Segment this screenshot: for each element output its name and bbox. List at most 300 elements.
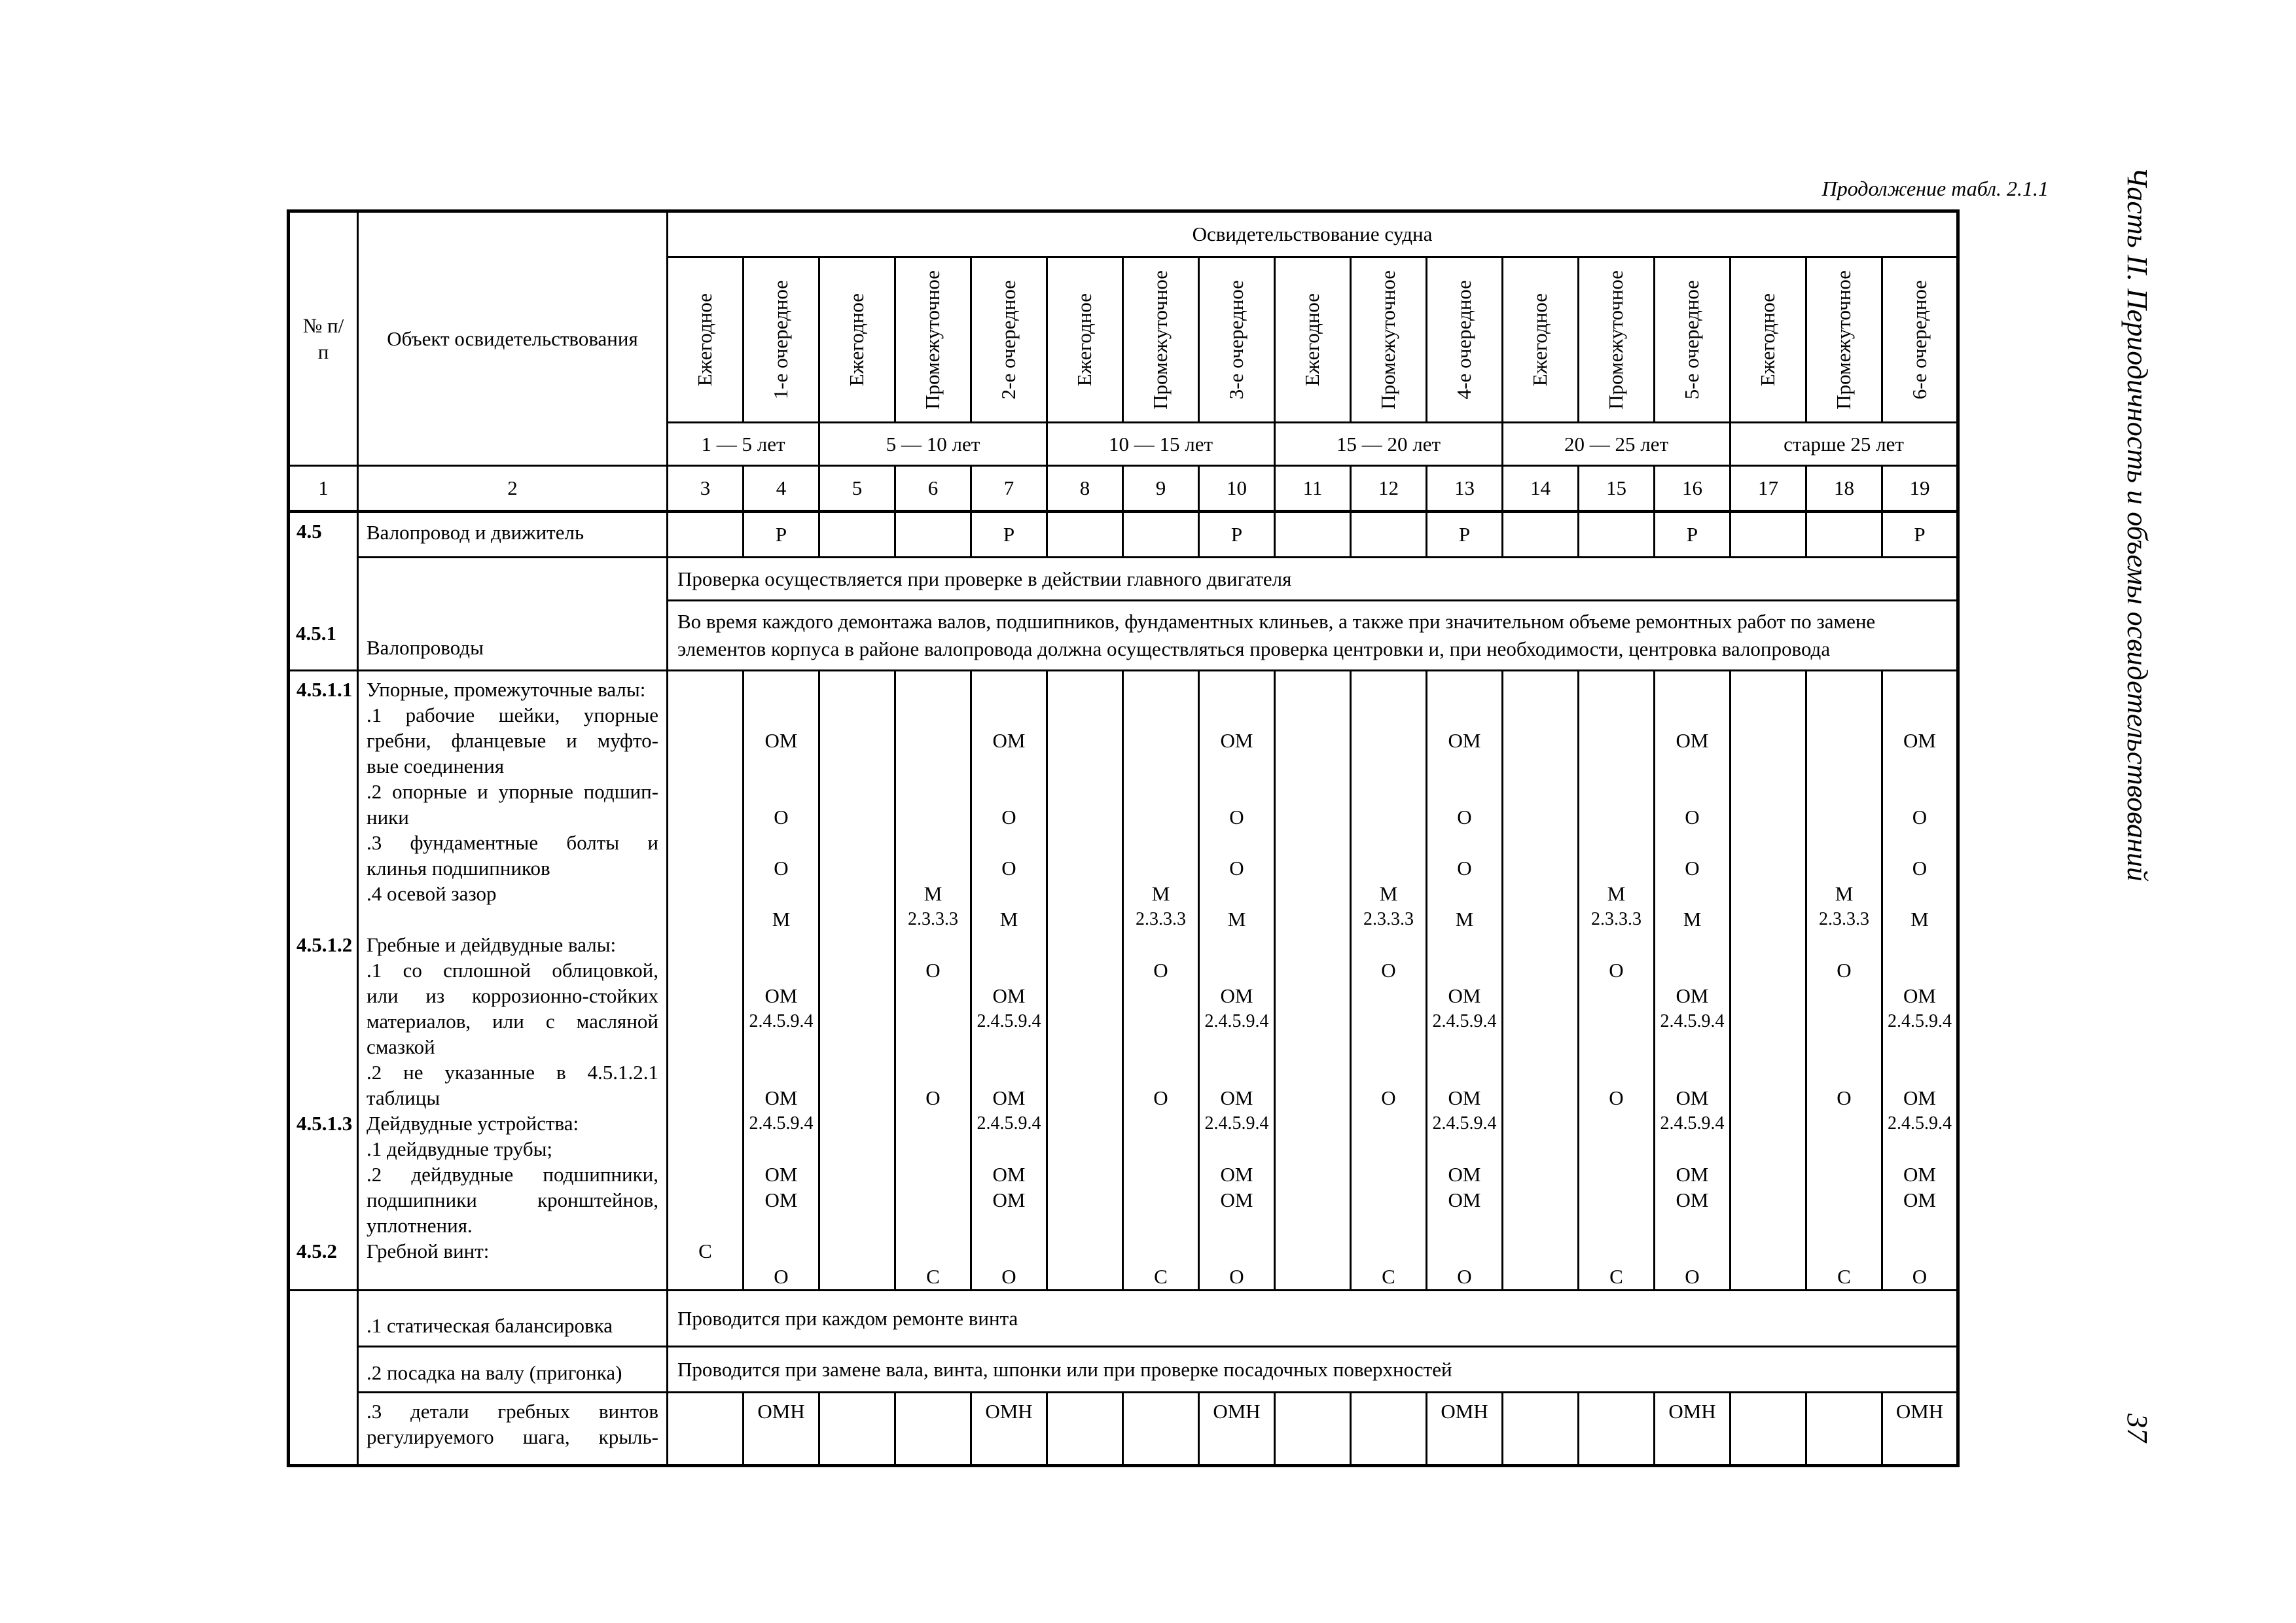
spacer	[1124, 1111, 1198, 1264]
table-row	[289, 1393, 1958, 1466]
object-line: .3 фундаментные болты и	[367, 831, 658, 854]
mark-cell	[1123, 1393, 1199, 1466]
spacer	[1427, 830, 1501, 855]
survey-type-label: Ежегодное	[845, 293, 869, 387]
mark: ОМ	[764, 1163, 798, 1186]
sub-item-label: .2 посадка на валу (пригонка)	[358, 1347, 668, 1393]
mark: ОМ	[1676, 1188, 1709, 1211]
survey-type-cell	[1806, 257, 1882, 423]
side-running-title: Часть II. Периодичность и объемы освидетельствований	[2121, 167, 2153, 882]
mark: ОМ	[1676, 984, 1709, 1007]
col-number: 13	[1427, 466, 1503, 512]
col-number: 14	[1503, 466, 1579, 512]
item-number: 4.5.1.1	[296, 678, 353, 701]
mark: С	[926, 1265, 940, 1288]
spacer	[972, 1034, 1046, 1085]
column-number-row	[289, 466, 1958, 512]
survey-type-label: Ежегодное	[1528, 293, 1552, 387]
body-col-17	[1731, 671, 1806, 1291]
subsection-number: 4.5.1	[296, 622, 336, 645]
spacer	[1883, 830, 1956, 855]
mark: О	[925, 959, 941, 982]
spacer	[296, 779, 357, 804]
survey-type-cell	[1579, 257, 1655, 423]
col-number: 2	[358, 466, 668, 512]
mark: ОМ	[1676, 1086, 1709, 1109]
reference: 2.4.5.9.4	[749, 1113, 814, 1133]
col-number: 15	[1579, 466, 1655, 512]
mark: ОМ	[1903, 1163, 1936, 1186]
col-number: 7	[971, 466, 1047, 512]
spacer	[1427, 881, 1501, 906]
mark-cell: ОМН	[1655, 1393, 1731, 1466]
mark-cell: Р	[971, 512, 1047, 558]
body-col-14	[1503, 671, 1579, 1291]
mark-cell	[1731, 1393, 1806, 1466]
mark: О	[1837, 959, 1852, 982]
object-line: .2 опорные и упорные подшип-	[367, 780, 658, 803]
survey-type-label: Промежуточное	[1832, 270, 1856, 410]
table-row	[289, 512, 1958, 558]
mark: О	[1912, 806, 1928, 829]
note-line: Во время каждого демонтажа валов, подшипников, фундаментных клиньев, а также при значительном объеме ремонтных работ по замене	[677, 610, 1876, 633]
mark: О	[774, 857, 789, 880]
mark-cell	[1806, 512, 1882, 558]
reference: 2.3.3.3	[1591, 909, 1641, 929]
reference: 2.4.5.9.4	[1660, 1113, 1725, 1133]
mark: ОМ	[992, 984, 1026, 1007]
spacer	[1807, 932, 1881, 957]
item-number: 4.5.1.3	[296, 1112, 353, 1135]
mark: ОМ	[1448, 1188, 1481, 1211]
mark-cell	[1579, 512, 1655, 558]
survey-type-label: Промежуточное	[921, 270, 944, 410]
object-line: Упорные, промежуточные валы:	[367, 678, 646, 701]
spacer	[296, 753, 357, 779]
object-line: или из коррозионно-стойких	[367, 984, 658, 1007]
col-number: 11	[1275, 466, 1351, 512]
survey-type-cell	[971, 257, 1047, 423]
object-line: .4 осевой зазор	[367, 882, 497, 905]
mark-cell	[819, 1393, 895, 1466]
spacer	[1883, 677, 1956, 728]
spacer	[668, 677, 742, 1238]
object-line: подшипники кронштейнов,	[367, 1188, 658, 1211]
col-number: 5	[819, 466, 895, 512]
spacer	[1883, 932, 1956, 983]
spacer	[296, 702, 357, 728]
body-col-15	[1579, 671, 1655, 1291]
object-line: .1 рабочие шейки, упорные	[367, 704, 658, 726]
spacer	[1883, 1136, 1956, 1162]
object-line: таблицы	[367, 1086, 440, 1109]
mark: О	[1457, 806, 1472, 829]
spacer	[1352, 1111, 1426, 1264]
spacer	[1427, 932, 1501, 983]
spacer	[296, 1136, 357, 1162]
mark: М	[772, 908, 791, 931]
spacer	[296, 830, 357, 855]
spacer	[1200, 677, 1274, 728]
mark-cell	[1275, 512, 1351, 558]
mark: О	[1001, 857, 1016, 880]
table-row	[289, 671, 1958, 1291]
spacer	[1579, 1111, 1653, 1264]
period-cell: 10 — 15 лет	[1047, 423, 1275, 466]
spacer	[1579, 932, 1653, 957]
spacer	[1200, 932, 1274, 983]
body-col-5	[819, 671, 895, 1291]
survey-type-cell	[1275, 257, 1351, 423]
mark-cell: ОМН	[1427, 1393, 1503, 1466]
mark-cell	[1123, 512, 1199, 558]
spacer	[896, 1111, 970, 1264]
mark-cell	[1351, 512, 1427, 558]
body-numbers	[289, 671, 358, 1291]
spacer	[744, 881, 818, 906]
mark: ОМ	[1220, 1163, 1253, 1186]
spacer	[296, 1187, 357, 1213]
mark: О	[1229, 857, 1244, 880]
mark: О	[1001, 1265, 1016, 1288]
spacer	[896, 983, 970, 1085]
table-caption: Продолжение табл. 2.1.1	[1821, 177, 2049, 200]
spacer	[1200, 753, 1274, 804]
mark: С	[1837, 1265, 1851, 1288]
mark: О	[1912, 1265, 1928, 1288]
survey-type-cell	[1427, 257, 1503, 423]
sub-item-label	[358, 1393, 668, 1466]
reference: 2.4.5.9.4	[1204, 1113, 1269, 1133]
period-cell: старше 25 лет	[1731, 423, 1958, 466]
mark: ОМ	[1448, 729, 1481, 752]
col-number: 19	[1882, 466, 1958, 512]
object-line: ники	[367, 806, 409, 829]
header-no: № п/п	[289, 211, 358, 466]
survey-type-label: Ежегодное	[1300, 293, 1324, 387]
spacer	[1200, 1136, 1274, 1162]
reference: 2.3.3.3	[1363, 909, 1414, 929]
note-cell: Проводится при замене вала, винта, шпонки или при проверке посадочных поверхностей	[668, 1347, 1958, 1393]
object-line: гребни, фланцевые и муфто-	[367, 729, 658, 752]
spacer	[296, 957, 357, 983]
section-number: 4.5	[289, 512, 358, 671]
reference: 2.4.5.9.4	[1432, 1113, 1497, 1133]
mark: О	[1837, 1086, 1852, 1109]
object-line: регулируемого шага, крыль-	[367, 1425, 658, 1448]
mark-cell: ОМН	[744, 1393, 819, 1466]
spacer	[1352, 677, 1426, 881]
col-number: 17	[1731, 466, 1806, 512]
spacer	[1200, 1213, 1274, 1264]
spacer	[744, 1213, 818, 1264]
mark: ОМ	[1220, 1086, 1253, 1109]
spacer	[744, 1034, 818, 1085]
survey-type-cell	[1503, 257, 1579, 423]
survey-type-label: 3-е очередное	[1225, 279, 1248, 400]
survey-type-label: Ежегодное	[693, 293, 717, 387]
mark-cell	[1579, 1393, 1655, 1466]
mark: М	[1151, 882, 1170, 905]
mark: О	[774, 806, 789, 829]
mark-cell	[1351, 1393, 1427, 1466]
survey-type-label: 5-е очередное	[1680, 279, 1704, 400]
mark: ОМ	[992, 1163, 1026, 1186]
spacer	[972, 677, 1046, 728]
spacer	[744, 677, 818, 728]
spacer	[1655, 1136, 1729, 1162]
body-col-7	[971, 671, 1047, 1291]
spacer	[1427, 1213, 1501, 1264]
mark: ОМ	[992, 1086, 1026, 1109]
spacer	[972, 1213, 1046, 1264]
spacer	[1883, 1213, 1956, 1264]
mark-cell	[668, 1393, 744, 1466]
mark: О	[1912, 857, 1928, 880]
spacer	[296, 855, 357, 881]
mark: О	[1685, 857, 1700, 880]
mark: М	[1455, 908, 1474, 931]
body-col-12	[1351, 671, 1427, 1291]
spacer	[1124, 932, 1198, 957]
period-cell: 5 — 10 лет	[819, 423, 1047, 466]
mark-cell	[668, 512, 744, 558]
mark-cell	[1047, 512, 1123, 558]
spacer	[1427, 677, 1501, 728]
mark: О	[1685, 806, 1700, 829]
mark: ОМ	[992, 1188, 1026, 1211]
mark: С	[698, 1240, 712, 1262]
spacer	[1655, 753, 1729, 804]
object-line: уплотнения.	[367, 1214, 473, 1237]
spacer	[972, 1136, 1046, 1162]
spacer	[972, 830, 1046, 855]
spacer	[296, 881, 357, 906]
mark: ОМ	[1903, 1086, 1936, 1109]
mark: ОМ	[1903, 984, 1936, 1007]
note-line: элементов корпуса в районе валопровода должна осуществляться проверка центровки и, при необходимости, центровка валопровода	[677, 637, 1831, 660]
mark-cell	[1503, 512, 1579, 558]
spacer	[1200, 1034, 1274, 1085]
spacer	[296, 804, 357, 830]
table-row	[289, 1347, 1958, 1393]
spacer	[1427, 1136, 1501, 1162]
object-line: .3 детали гребных винтов	[367, 1400, 658, 1423]
period-cell: 15 — 20 лет	[1275, 423, 1503, 466]
mark: С	[1382, 1265, 1395, 1288]
mark: О	[1153, 959, 1168, 982]
spacer	[1655, 677, 1729, 728]
object-line: вые соединения	[367, 755, 505, 777]
mark: М	[999, 908, 1018, 931]
mark-cell	[895, 1393, 971, 1466]
mark: ОМ	[1448, 984, 1481, 1007]
reference: 2.4.5.9.4	[1888, 1011, 1952, 1031]
mark-cell	[1806, 1393, 1882, 1466]
table-row	[289, 1291, 1958, 1347]
survey-type-cell	[819, 257, 895, 423]
reference: 2.4.5.9.4	[977, 1011, 1041, 1031]
mark: М	[1910, 908, 1929, 931]
mark: О	[1457, 1265, 1472, 1288]
mark: ОМ	[764, 729, 798, 752]
col-number: 3	[668, 466, 744, 512]
body-col-18	[1806, 671, 1882, 1291]
survey-type-cell	[1655, 257, 1731, 423]
subsection-label: Валопроводы	[358, 558, 668, 671]
body-col-8	[1047, 671, 1123, 1291]
spacer	[744, 932, 818, 983]
sub-item-label: .1 статическая балансировка	[358, 1291, 668, 1347]
survey-type-cell	[1199, 257, 1275, 423]
mark-cell	[1731, 512, 1806, 558]
mark: ОМ	[1448, 1163, 1481, 1186]
survey-type-label: Промежуточное	[1149, 270, 1172, 410]
mark-cell	[1503, 1393, 1579, 1466]
object-line: .1 со сплошной облицовкой,	[367, 959, 658, 982]
mark: ОМ	[1903, 1188, 1936, 1211]
spacer	[1427, 1034, 1501, 1085]
mark: ОМ	[764, 1086, 798, 1109]
object-line: .2 дейдвудные подшипники,	[367, 1163, 658, 1186]
col-number: 10	[1199, 466, 1275, 512]
col-number: 1	[289, 466, 358, 512]
spacer	[744, 1136, 818, 1162]
mark: О	[1457, 857, 1472, 880]
mark: О	[774, 1265, 789, 1288]
col-number: 6	[895, 466, 971, 512]
spacer	[1427, 753, 1501, 804]
mark: М	[1607, 882, 1626, 905]
spacer	[744, 753, 818, 804]
mark-cell	[1047, 1393, 1123, 1466]
spacer	[1579, 983, 1653, 1085]
body-col-11	[1275, 671, 1351, 1291]
col-number: 4	[744, 466, 819, 512]
survey-type-label: 2-е очередное	[997, 279, 1020, 400]
col-number: 18	[1806, 466, 1882, 512]
spacer	[296, 983, 357, 1008]
spacer	[1579, 677, 1653, 881]
mark-cell: ОМН	[1882, 1393, 1958, 1466]
survey-type-cell	[1882, 257, 1958, 423]
spacer	[296, 1162, 357, 1187]
body-col-6	[895, 671, 971, 1291]
spacer	[296, 1213, 357, 1238]
spacer	[972, 932, 1046, 983]
spacer	[744, 830, 818, 855]
spacer	[296, 1060, 357, 1085]
col-number: 12	[1351, 466, 1427, 512]
survey-type-cell	[744, 257, 819, 423]
spacer	[1352, 983, 1426, 1085]
reference: 2.4.5.9.4	[1432, 1011, 1497, 1031]
spacer	[1807, 677, 1881, 881]
object-line	[367, 906, 658, 932]
spacer	[1655, 932, 1729, 983]
survey-type-label: Ежегодное	[1073, 293, 1096, 387]
col-number: 16	[1655, 466, 1731, 512]
mark: М	[924, 882, 942, 905]
mark: О	[925, 1086, 941, 1109]
body-col-16	[1655, 671, 1731, 1291]
mark-cell: Р	[1882, 512, 1958, 558]
spacer	[896, 677, 970, 881]
mark: М	[1835, 882, 1854, 905]
spacer	[296, 1085, 357, 1111]
object-line: материалов, или с масляной	[367, 1010, 658, 1033]
mark: ОМ	[1220, 729, 1253, 752]
spacer	[1124, 983, 1198, 1085]
reference: 2.4.5.9.4	[977, 1113, 1041, 1133]
note-cell	[668, 601, 1958, 671]
survey-type-label: Ежегодное	[1756, 293, 1780, 387]
mark: ОМ	[764, 1188, 798, 1211]
spacer	[1352, 932, 1426, 957]
object-line: смазкой	[367, 1035, 435, 1058]
mark: О	[1609, 1086, 1624, 1109]
spacer	[296, 1034, 357, 1060]
col-number: 8	[1047, 466, 1123, 512]
mark: О	[1153, 1086, 1168, 1109]
period-cell: 20 — 25 лет	[1503, 423, 1731, 466]
mark: ОМ	[1220, 984, 1253, 1007]
mark: М	[1683, 908, 1702, 931]
mark: ОМ	[992, 729, 1026, 752]
mark: ОМ	[1676, 1163, 1709, 1186]
mark-cell	[1275, 1393, 1351, 1466]
survey-type-cell	[1351, 257, 1427, 423]
mark-cell: Р	[1427, 512, 1503, 558]
mark: О	[1229, 806, 1244, 829]
reference: 2.4.5.9.4	[1204, 1011, 1269, 1031]
spacer	[296, 1008, 357, 1034]
mark: ОМ	[764, 984, 798, 1007]
survey-type-cell	[1731, 257, 1806, 423]
spacer	[972, 881, 1046, 906]
page-number: 37	[2121, 1414, 2153, 1442]
mark: О	[1381, 959, 1396, 982]
spacer	[1807, 983, 1881, 1085]
reference: 2.3.3.3	[1136, 909, 1186, 929]
survey-type-cell	[668, 257, 744, 423]
mark-cell: Р	[1199, 512, 1275, 558]
spacer	[1883, 753, 1956, 804]
survey-type-label: 1-е очередное	[769, 279, 793, 400]
reference: 2.4.5.9.4	[1888, 1113, 1952, 1133]
item-number: 4.5.1.2	[296, 933, 353, 956]
reference: 2.3.3.3	[1819, 909, 1869, 929]
object-line: .2 не указанные в 4.5.1.2.1	[367, 1061, 658, 1084]
reference: 2.4.5.9.4	[749, 1011, 814, 1031]
mark: М	[1227, 908, 1246, 931]
mark: С	[1154, 1265, 1168, 1288]
note-cell: Проверка осуществляется при проверке в действии главного двигателя	[668, 558, 1958, 601]
body-col-4	[744, 671, 819, 1291]
mark: ОМ	[1448, 1086, 1481, 1109]
survey-type-label: Промежуточное	[1604, 270, 1628, 410]
col-number: 9	[1123, 466, 1199, 512]
body-col-3	[668, 671, 744, 1291]
spacer	[1655, 881, 1729, 906]
mark: О	[1685, 1265, 1700, 1288]
spacer	[1883, 881, 1956, 906]
note-cell: Проводится при каждом ремонте винта	[668, 1291, 1958, 1347]
mark-cell: Р	[744, 512, 819, 558]
spacer	[1655, 1034, 1729, 1085]
mark: ОМ	[1220, 1188, 1253, 1211]
object-line: клинья подшипников	[367, 857, 550, 880]
